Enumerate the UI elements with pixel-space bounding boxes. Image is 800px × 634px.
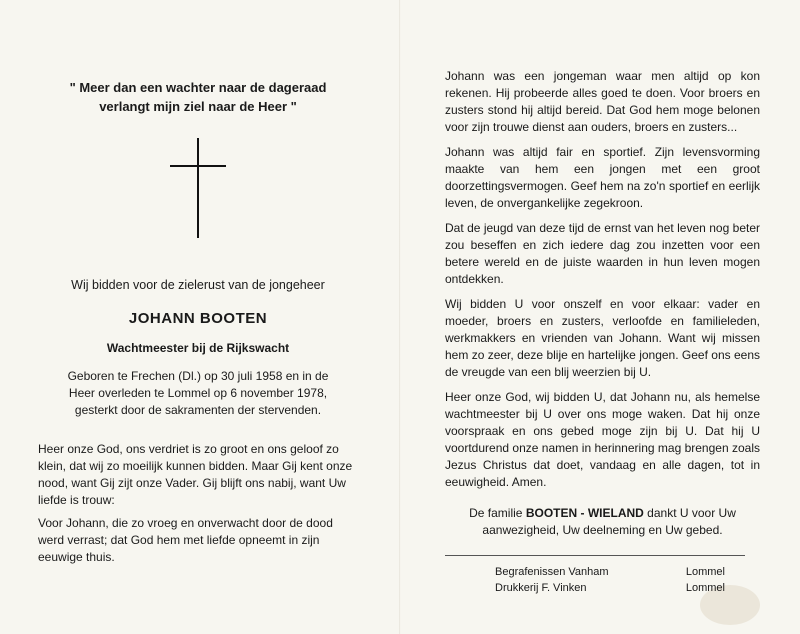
family-pre: De familie: [469, 506, 523, 520]
family-thanks: [445, 505, 760, 539]
dates-line-2: Heer overleden te Lommel op 6 november 1978,: [68, 386, 328, 400]
life-dates: [38, 368, 358, 419]
tribute-paragraph-2: Johann was altijd fair en sportief. Zijn levensvorming maakte van hem een jongen met een groot doorzettingsvermogen. Geef hem na zo'n sportief en eerlijk leven, de onvergankelijke zegekroon.: [445, 145, 760, 210]
dates-line-3: gesterkt door de sakramenten der stervenden.: [74, 403, 322, 417]
quote-line-2: verlangt mijn ziel naar de Heer ": [99, 99, 297, 114]
tribute-text: [445, 68, 760, 491]
quote-line-1: " Meer dan een wachter naar de dageraad: [69, 80, 327, 95]
tribute-paragraph-4: Wij bidden U voor onszelf en voor elkaar: vader en moeder, broers en zusters, verloofde en familieleden, werkmakkers en vrienden van Johann. Want wij missen hem zo zeer, deze blije en hartelijke jongen. Geef ons eens de vreugde van een blij weerzien bij U.: [445, 297, 760, 379]
credit-name: Drukkerij F. Vinken: [495, 582, 587, 594]
credit-row: [495, 564, 725, 580]
quote: [38, 78, 358, 116]
deceased-name: JOHANN BOOTEN: [128, 310, 268, 327]
family-post: dankt U voor Uw: [647, 506, 736, 520]
tribute-paragraph-3: Dat de jeugd van deze tijd de ernst van het leven nog beter zou beseffen en zich iedere dag zou inzetten voor een betere wereld en de juiste waarden in hun leven mogen ontdekken.: [445, 221, 760, 286]
credit-place: Lommel: [685, 582, 725, 594]
tribute-paragraph-1: Johann was een jongeman waar men altijd op kon rekenen. Hij probeerde alles goed te doen. Voor broers en zusters stond hij altijd bereid. Dat God hem moge belonen voor zijn trouwe dienst aan ouders, broers en zusters...: [445, 69, 760, 134]
tribute-paragraph-5: Heer onze God, wij bidden U, dat Johann nu, als hemelse wachtmeester bij U over ons moge waken. Dat hij onze voorspraak en ons gebed moge zijn bij U. Dat hij U voortdurend onze namen in herinnering mag brengen zoals Jezus Christus dat doet, vandaag en alle dagen, tot in eeuwigheid. Amen.: [445, 390, 760, 489]
family-name: BOOTEN - WIELAND: [525, 506, 644, 520]
dates-line-1: Geboren te Frechen (Dl.) op 30 juli 1958 en in de: [67, 369, 329, 383]
left-panel: [38, 78, 358, 572]
credit-place: Lommel: [685, 566, 725, 578]
credits: [445, 564, 760, 596]
family-line-2: aanwezigheid, Uw deelneming en Uw gebed.: [482, 523, 723, 537]
credit-name: Begrafenissen Vanham: [495, 566, 609, 578]
cross-icon: [168, 138, 228, 238]
prayer-paragraph-1: Heer onze God, ons verdriet is zo groot en ons geloof zo klein, dat wij zo moeilijk kunnen bidden. Maar Gij kent onze nood, want Gij zijt onze Vader. Gij blijft ons nabij, want Uw liefde is trouw:: [38, 442, 353, 507]
credit-row: [495, 580, 725, 596]
prayer-paragraph-2: Voor Johann, die zo vroeg en onverwacht door de dood werd verrast; dat God hem met liefde opneemt in zijn eeuwige thuis.: [38, 516, 333, 564]
divider: [445, 555, 745, 556]
intro-text: Wij bidden voor de zielerust van de jongeheer: [71, 278, 325, 292]
rank-title: Wachtmeester bij de Rijkswacht: [106, 341, 290, 355]
right-panel: [445, 68, 760, 596]
prayer: [38, 441, 358, 566]
card-fold: [399, 0, 401, 634]
